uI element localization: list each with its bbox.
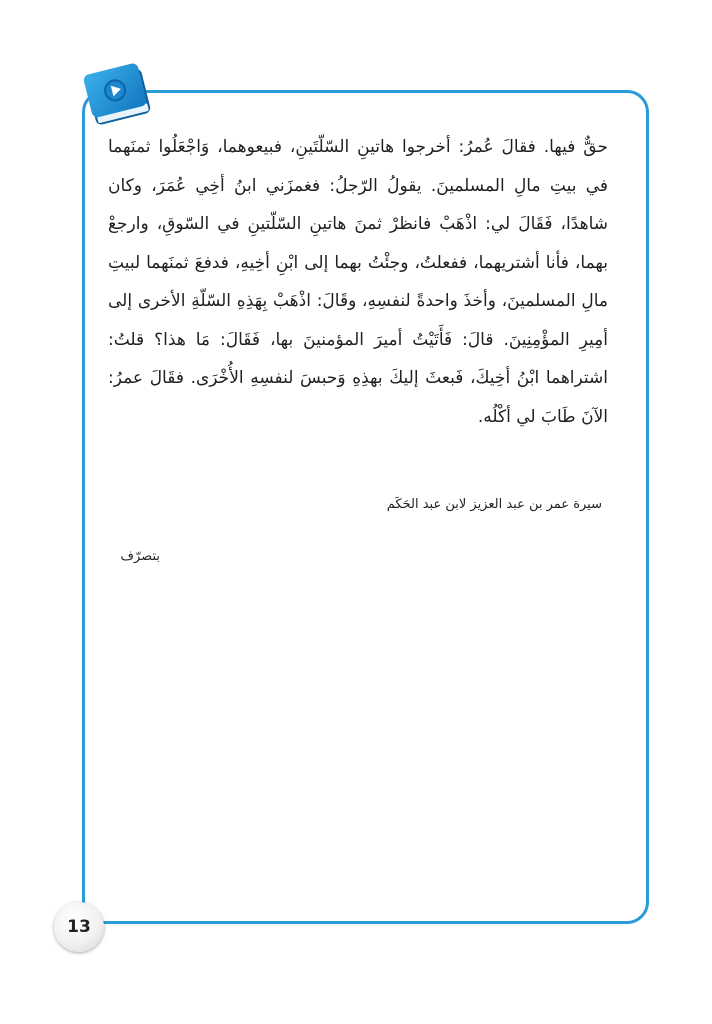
adapted-note: بتصرّف bbox=[120, 549, 160, 564]
source-citation: سيرة عمر بن عبد العزيز لابن عبد الحَكَم bbox=[386, 497, 602, 512]
page-number: 13 bbox=[67, 917, 91, 937]
story-text: حقٌّ فيها. فقالَ عُمرُ: أخرجوا هاتينِ السّلّتَينِ، فبيعوهما، وَاجْعَلُوا ثمنَهما في بيتِ مالِ المسلمينَ. يقولُ الرّجلُ: فغمزَني ابنُ أخِي عُمَرَ، وكان شاهدًا، فَقَالَ لي: اذْهَبْ فانظرْ ثمنَ هاتينِ السّلّتينِ في السّوقِ، وارجعْ بهما، فأنا أشتريهما، ففعلتُ، وجئْتُ بهما إلى ابْنِ أخِيهِ، فدفعَ ثمنَهما لبيتِ مالِ المسلمينَ، وأخذَ واحدةً لنفسِهِ، وقَالَ: اذْهَبْ بِهَذِهِ السّلّةِ الأخرى إلى أمِيرِ المؤْمِنِينَ. قالَ: فَأَتَيْتُ أميرَ المؤمنينَ بها، فَقَالَ: مَا هذا؟ قلتُ: اشتراهما ابْنُ أخِيكَ، فَبعثَ إليكَ بهذِهِ وَحبسَ لنفسِهِ الأُخْرَى. فقَالَ عمرُ: الآنَ طَابَ لي أكْلُه. bbox=[108, 137, 608, 427]
book-play-icon[interactable] bbox=[78, 58, 156, 130]
page-number-badge bbox=[54, 902, 104, 952]
